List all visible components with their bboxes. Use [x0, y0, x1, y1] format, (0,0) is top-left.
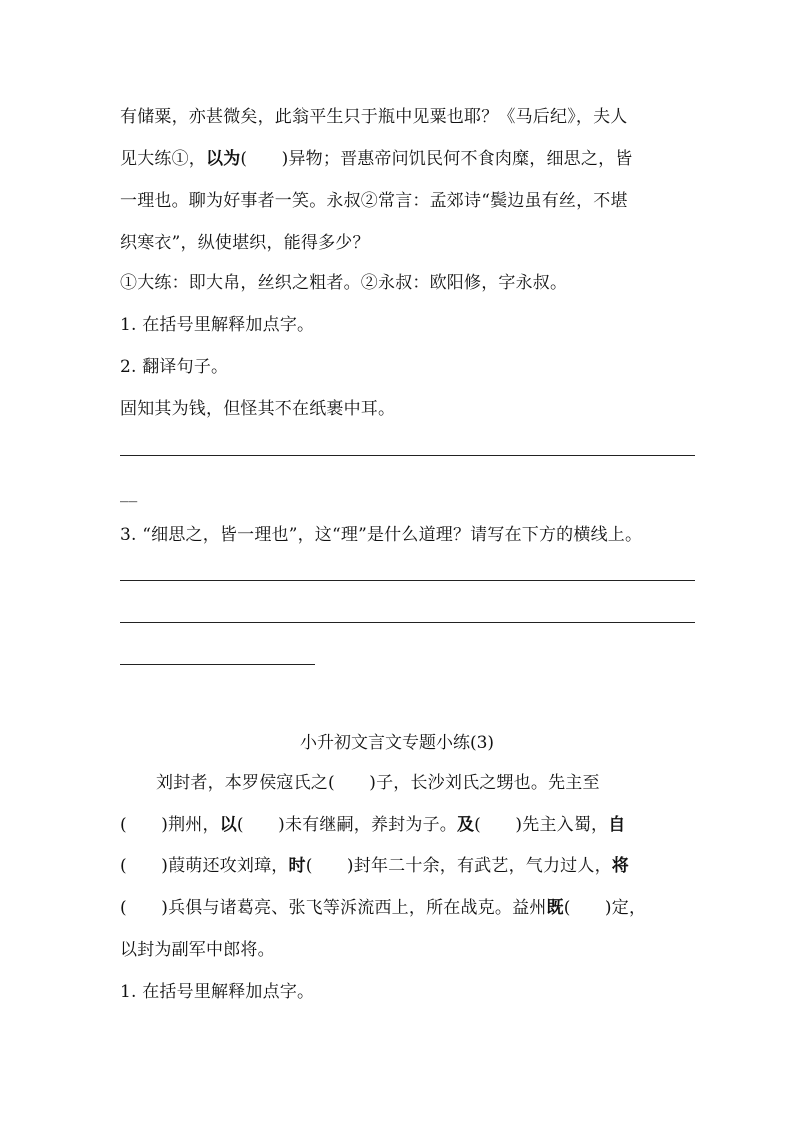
question-2-sentence: 固知其为钱，但怪其不在纸裹中耳。: [120, 399, 396, 419]
passage-text: 葭萌还攻刘璋，: [168, 856, 289, 876]
passage-text: 定，: [611, 898, 647, 918]
section2-line-3: [120, 855, 695, 877]
question-1: 1. 在括号里解释加点字。: [120, 315, 315, 335]
answer-blank[interactable]: ( ): [120, 898, 169, 918]
bold-word: 以为: [206, 149, 241, 169]
passage-text: 刘封者，本罗侯寇氏之: [156, 773, 328, 793]
passage-line-1: 有储粟，亦甚微矣，此翁平生只于瓶中见粟也耶？《马后纪》，夫人: [120, 107, 628, 127]
passage-text: 封年二十余，有武艺，气力过人，: [353, 856, 612, 876]
bold-word: 以: [219, 815, 237, 835]
answer-line[interactable]: [120, 580, 695, 581]
answer-line[interactable]: [120, 622, 695, 623]
answer-blank[interactable]: ( ): [305, 856, 354, 876]
passage-text: 荆州，: [168, 815, 220, 835]
passage-line-2: [120, 148, 695, 170]
section2-line-4: [120, 897, 695, 919]
answer-line-tail: __: [120, 483, 138, 503]
answer-blank[interactable]: ( ): [236, 815, 285, 835]
section2-line-2: [120, 814, 695, 836]
answer-blank[interactable]: ( ): [240, 149, 289, 169]
bold-word: 自: [608, 815, 626, 835]
question-2: 2. 翻译句子。: [120, 357, 229, 377]
answer-blank[interactable]: ( ): [120, 815, 169, 835]
answer-blank[interactable]: ( ): [474, 815, 523, 835]
bold-word: 及: [456, 815, 475, 835]
answer-line[interactable]: [120, 455, 695, 456]
passage-text: 异物；晋惠帝问饥民何不食肉糜，细思之，皆: [288, 149, 633, 169]
passage-line-4: 织寒衣”，纵使堪织，能得多少？: [120, 233, 370, 253]
answer-blank[interactable]: ( ): [563, 898, 612, 918]
passage-line-3: 一理也。聊为好事者一笑。永叔②常言：孟郊诗“鬓边虽有丝，不堪: [120, 191, 628, 211]
bold-word: 既: [546, 898, 564, 918]
section2-question-1: 1. 在括号里解释加点字。: [120, 982, 315, 1002]
bold-word: 时: [288, 856, 306, 876]
section-title: 小升初文言文专题小练(3): [299, 733, 495, 753]
question-3: 3. “细思之，皆一理也”，这“理”是什么道理？请写在下方的横线上。: [120, 525, 643, 545]
passage-text: 先主入蜀，: [522, 815, 609, 835]
section2-line-5: 以封为副军中郎将。: [120, 940, 275, 960]
footnote: ①大练：即大帛，丝织之粗者。②永叔：欧阳修，字永叔。: [120, 273, 568, 293]
answer-blank[interactable]: ( ): [120, 856, 169, 876]
passage-text: 兵俱与诸葛亮、张飞等泝流西上，所在战克。益州: [168, 898, 547, 918]
section2-line-1: [156, 772, 696, 794]
bold-word: 将: [611, 856, 629, 876]
answer-line[interactable]: [120, 664, 315, 665]
answer-blank[interactable]: ( ): [328, 773, 377, 793]
passage-text: 未有继嗣，养封为子。: [284, 815, 457, 835]
passage-text: 见大练①，: [120, 149, 206, 169]
passage-text: 子，长沙刘氏之甥也。先主至: [376, 773, 600, 793]
